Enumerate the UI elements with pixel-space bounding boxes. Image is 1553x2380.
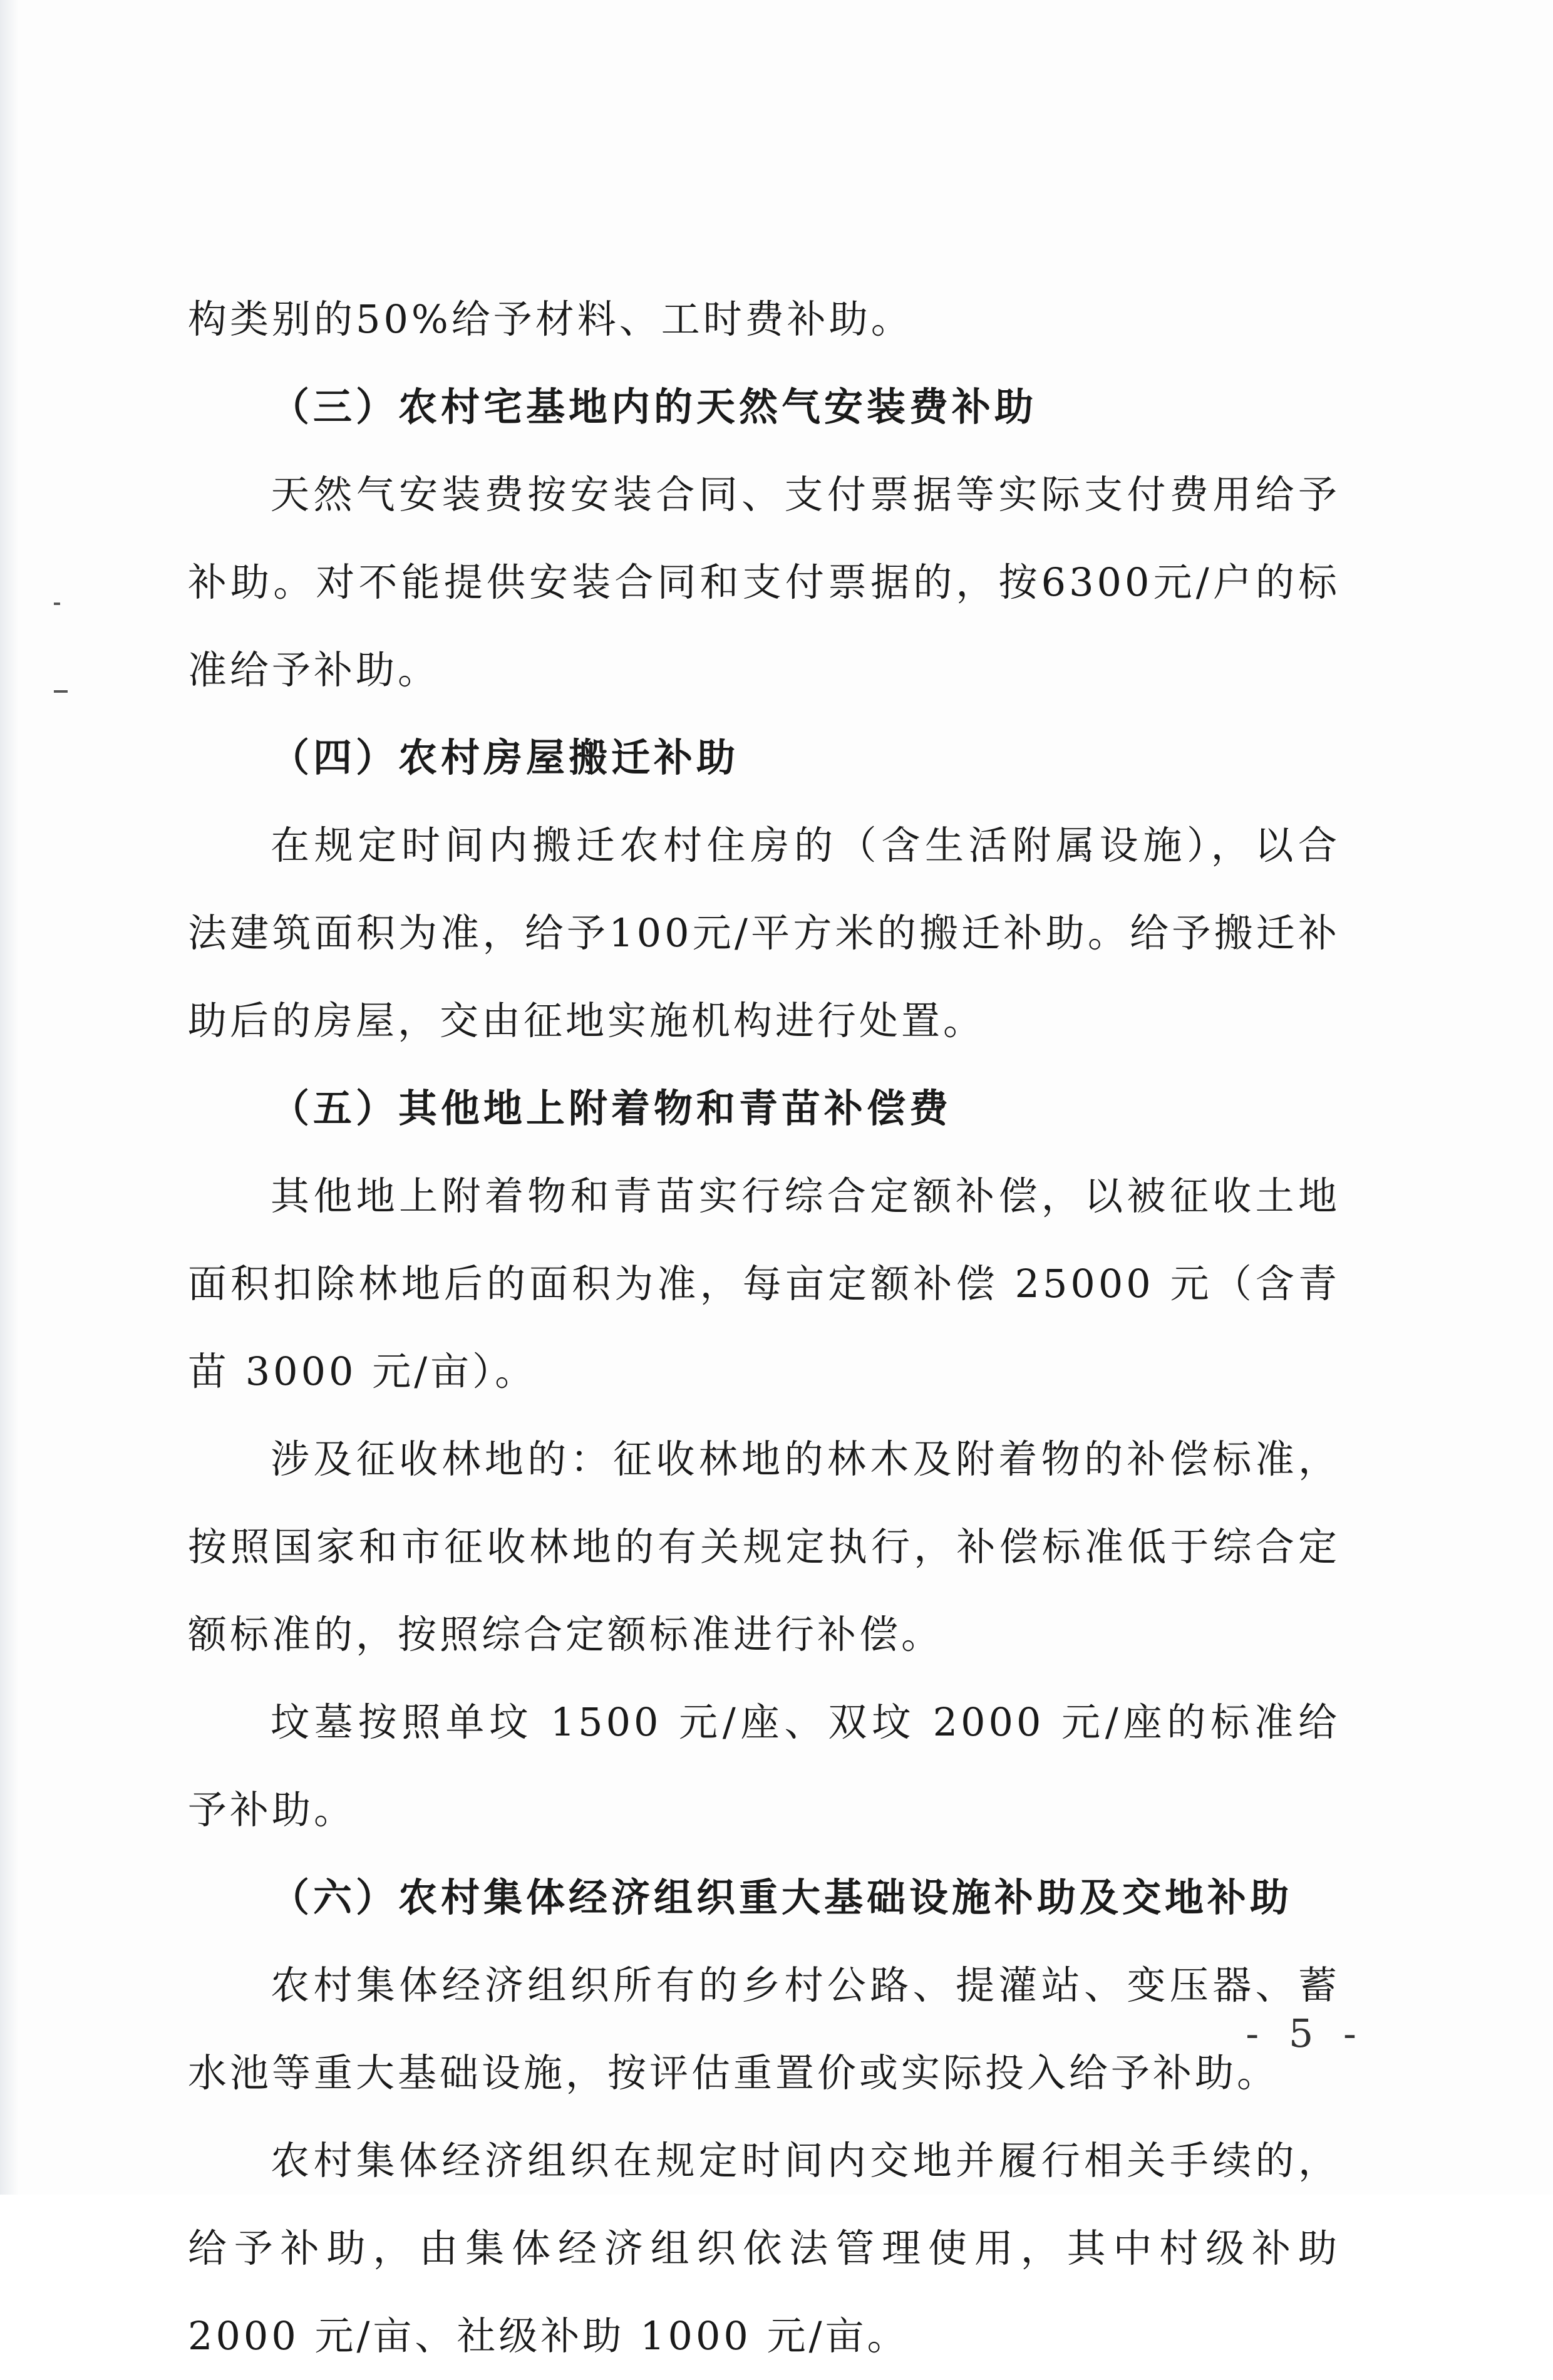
paragraph: 坟墓按照单坟 1500 元/座、双坟 2000 元/座的标准给予补助。 xyxy=(188,1699,1340,1833)
scan-mark xyxy=(54,690,68,693)
paragraph-continuation: 构类别的50%给予材料、工时费补助。 xyxy=(188,296,913,342)
section-heading-4: （四）农村房屋搬迁补助 xyxy=(271,735,740,780)
document-body xyxy=(188,276,1340,2380)
paragraph: 涉及征收林地的：征收林地的林木及附着物的补偿标准，按照国家和市征收林地的有关规定执行，补偿标准低于综合定额标准的，按照综合定额标准进行补偿。 xyxy=(188,1436,1340,1657)
page-number: - 5 - xyxy=(1246,2010,1365,2056)
section-heading-3: （三）农村宅基地内的天然气安装费补助 xyxy=(271,384,1038,430)
section-heading-6: （六）农村集体经济组织重大基础设施补助及交地补助 xyxy=(271,1875,1293,1920)
paragraph: 在规定时间内搬迁农村住房的（含生活附属设施），以合法建筑面积为准，给予100元/平方米的搬迁补助。给予搬迁补助后的房屋，交由征地实施机构进行处置。 xyxy=(188,822,1340,1043)
section-heading-5: （五）其他地上附着物和青苗补偿费 xyxy=(271,1085,952,1131)
scan-edge-shadow xyxy=(0,0,19,2195)
paragraph: 农村集体经济组织所有的乡村公路、提灌站、变压器、蓄水池等重大基础设施，按评估重置价或实际投入给予补助。 xyxy=(188,1962,1340,2096)
paragraph: 其他地上附着物和青苗实行综合定额补偿，以被征收土地面积扣除林地后的面积为准，每亩定额补偿 25000 元（含青苗 3000 元/亩）。 xyxy=(188,1173,1340,1394)
paragraph: 天然气安装费按安装合同、支付票据等实际支付费用给予补助。对不能提供安装合同和支付票据的，按6300元/户的标准给予补助。 xyxy=(188,472,1340,693)
scan-mark xyxy=(54,603,60,605)
paragraph: 农村集体经济组织在规定时间内交地并履行相关手续的，给予补助，由集体经济组织依法管理使用，其中村级补助 2000 元/亩、社级补助 1000 元/亩。 xyxy=(188,2138,1340,2359)
